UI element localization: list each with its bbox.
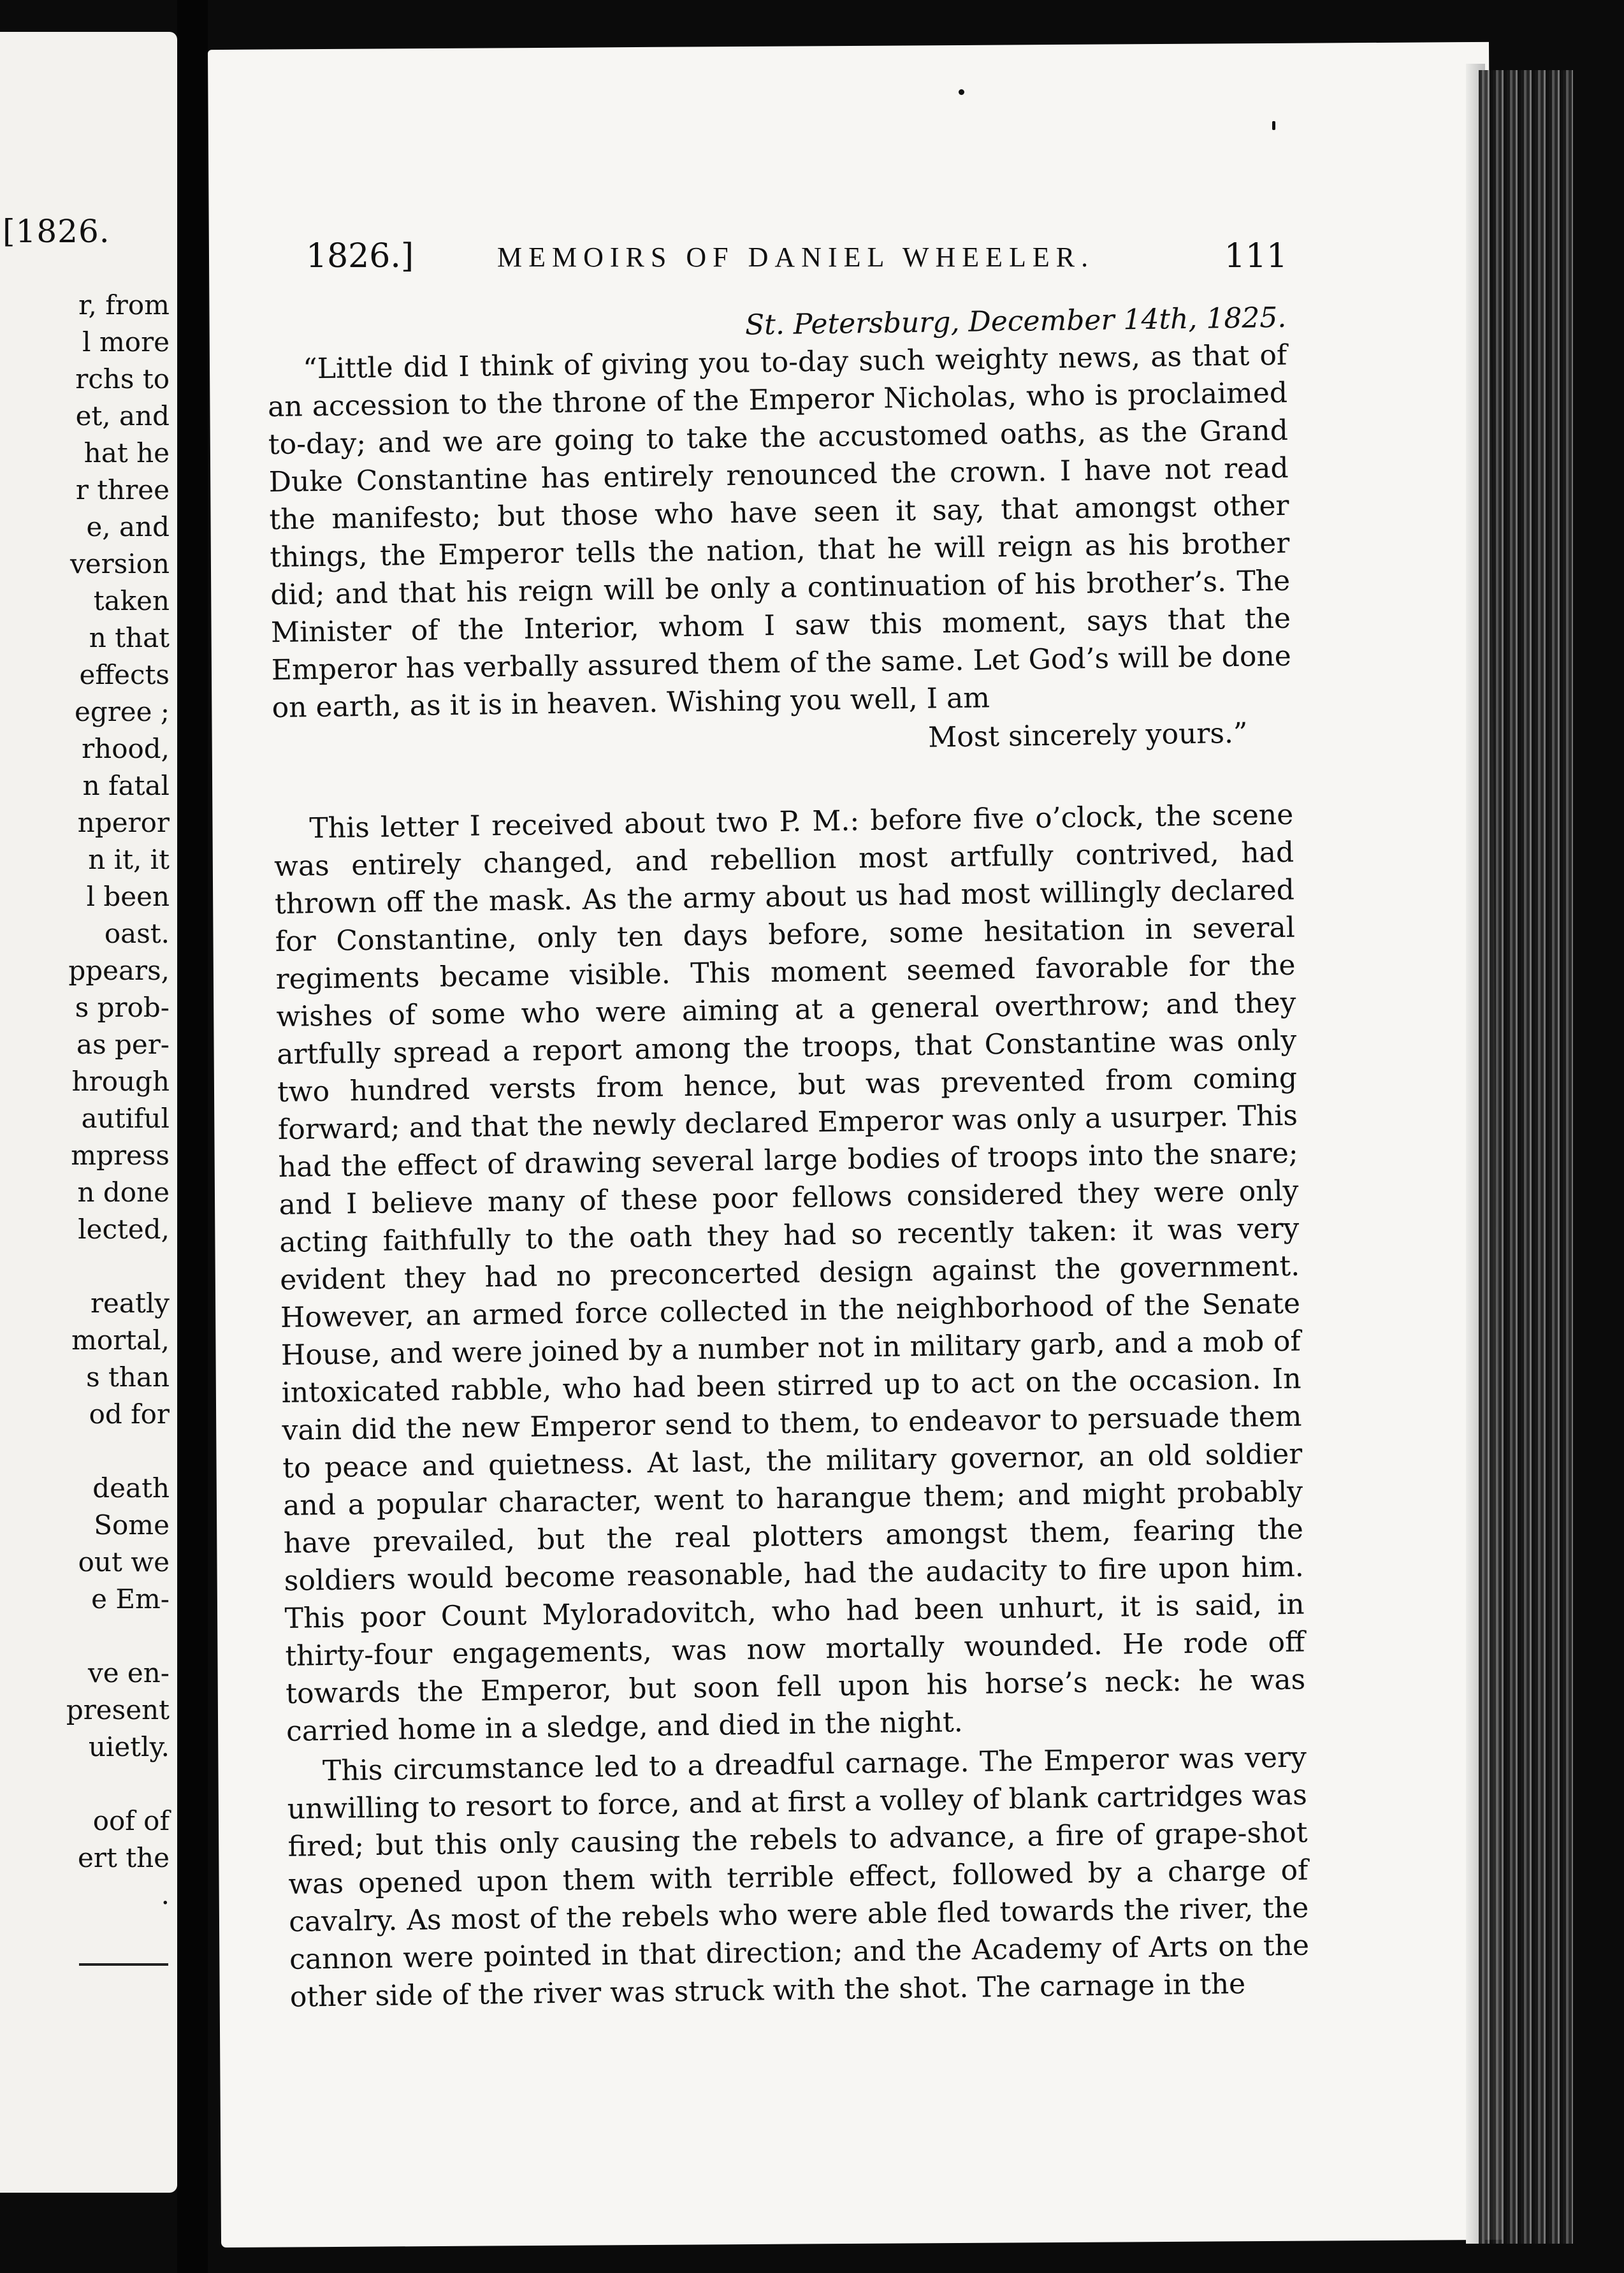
- left-page-line: as per-: [76, 1029, 170, 1060]
- left-page-line: [66, 1766, 170, 1803]
- left-page-line: present: [66, 1694, 170, 1725]
- left-page-line: r three: [75, 474, 170, 505]
- paragraph: This letter I received about two P. M.: before five o’clock, the scene was entirely changed, and rebellion most artfully contrived, had thrown off the mask. As the army about us had most willingly declared for Constantine, only ten days before, some hesitation in several regiments became visible. This moment seemed favorable for the wishes of some who were aiming at a general overthrow; and they artfully spread a report among the troops, that Constantine was only two hundred versts from hence, but was prevented from coming forward; and that the newly declared Emperor was only a usurper. This had the effect of drawing several large bodies of troops into the snare; and I believe many of these poor fellows considered they were only acting faithfully to the oath they had so recently taken: it was very evident they had no preconcerted design against the government. However, an armed force collected in the neighborhood of the Senate House, and were joined by a number not in military garb, and a mob of intoxicated rabble, who had been stirred up to act on the occasion. In vain did the new Emperor send to them, to endeavor to persuade them to peace and quietness. At last, the military governor, an old soldier and a popular character, went to harangue them; and might probably have prevailed, but the real plotters amongst them, fearing the soldiers would become reasonable, had the audacity to fire upon him. This poor Count Myloradovitch, who had been unhurt, it is said, in thirty-four engagements, was now mortally wounded. He rode off towards the Emperor, but soon fell upon his horse’s neck: he was carried home in a sledge, and died in the night.: [273, 798, 1306, 1748]
- left-page-line: e, and: [86, 511, 170, 542]
- letter-signoff: Most sincerely yours.”: [927, 716, 1248, 754]
- left-page-line: l been: [86, 881, 170, 912]
- ink-speck: [959, 89, 964, 95]
- letter-dateline: St. Petersburg, December 14th, 1825.: [744, 301, 1287, 342]
- main-text: [266, 299, 1310, 2016]
- left-page-line: r, from: [78, 289, 170, 321]
- left-page-line: [66, 1248, 170, 1285]
- left-page-line: mpress: [71, 1140, 170, 1171]
- ink-speck: [1272, 121, 1275, 130]
- left-page-line: mortal,: [71, 1325, 170, 1356]
- left-page-line: out we: [78, 1546, 170, 1578]
- running-head: [306, 237, 1287, 282]
- left-page-line: et, and: [75, 400, 170, 432]
- left-page-line: hat he: [83, 437, 170, 468]
- left-page-line: .: [161, 1879, 170, 1910]
- left-page-line: s prob-: [75, 992, 170, 1023]
- left-page-line: reatly: [90, 1288, 170, 1319]
- left-page-line: oast.: [104, 918, 170, 949]
- left-page-line: ppears,: [68, 955, 170, 986]
- left-page-line: l more: [82, 326, 170, 358]
- left-page-line: hrough: [71, 1066, 170, 1097]
- left-page-line: n fatal: [82, 770, 170, 801]
- left-page-line: lected,: [78, 1214, 170, 1245]
- left-page-line: ve en-: [87, 1657, 170, 1688]
- left-page-line: Some: [94, 1509, 170, 1541]
- left-page-line: e Em-: [91, 1583, 170, 1615]
- book-spine: [177, 0, 208, 2273]
- left-page-line: rhood,: [82, 733, 170, 764]
- left-page-line: ert the: [78, 1842, 170, 1873]
- paragraph: This circumstance led to a dreadful carnage. The Emperor was very unwilling to resort to force, and at first a volley of blank cartridges was fired; but this only causing the rebels to advance, a fire of grape-shot was opened upon them with terrible effect, followed by a charge of cavalry. As most of the rebels who were able fled towards the river, the cannon were pointed in that direction; and the Academy of Arts on the other side of the river was struck with the shot. The carnage in the: [287, 1741, 1310, 2014]
- running-head-title: MEMOIRS OF DANIEL WHEELER.: [497, 242, 1095, 273]
- left-page: [0, 32, 177, 2193]
- left-page-line: version: [70, 548, 170, 579]
- left-page-line: effects: [79, 659, 170, 690]
- left-page-line: autiful: [81, 1103, 170, 1134]
- left-page-line: nperor: [77, 807, 170, 838]
- left-page-line: n that: [89, 622, 170, 653]
- left-page-line: n it, it: [88, 844, 170, 875]
- left-page-line: oof of: [92, 1805, 170, 1836]
- left-page-line: n done: [77, 1177, 170, 1208]
- left-page-line: egree ;: [74, 696, 170, 727]
- left-page-line: death: [92, 1472, 170, 1504]
- page-edge: [1479, 70, 1573, 2244]
- page-number: 111: [1224, 237, 1287, 275]
- left-page-rule: [79, 1963, 168, 1966]
- running-head-year: 1826.]: [306, 237, 414, 275]
- left-page-line: rchs to: [75, 363, 170, 395]
- left-page-line: taken: [93, 585, 170, 616]
- left-page-line: uietly.: [88, 1731, 170, 1762]
- letter-body: “Little did I think of giving you to-day such weighty news, as that of an accession to the throne of the Emperor Nicholas, who is proclaimed to-day; and we are going to take the accustomed oaths, as the Grand Duke Constantine has entirely renounced the crown. I have not read the manifesto; but those who have seen it say, that amongst other things, the Emperor tells the nation, that he will reign as his brother did; and that his reign will be only a continuation of his brother’s. The Minister of the Interior, whom I saw this moment, says that the Emperor has verbally assured them of the same. Let God’s will be done on earth, as it is in heaven. Wishing you well, I am: [267, 338, 1292, 725]
- left-page-line: od for: [89, 1398, 170, 1430]
- left-page-text: [66, 287, 170, 1914]
- left-page-line: [66, 1618, 170, 1655]
- left-page-line: s than: [86, 1362, 170, 1393]
- left-page-header: [1826.: [3, 213, 110, 250]
- left-page-line: [66, 1433, 170, 1470]
